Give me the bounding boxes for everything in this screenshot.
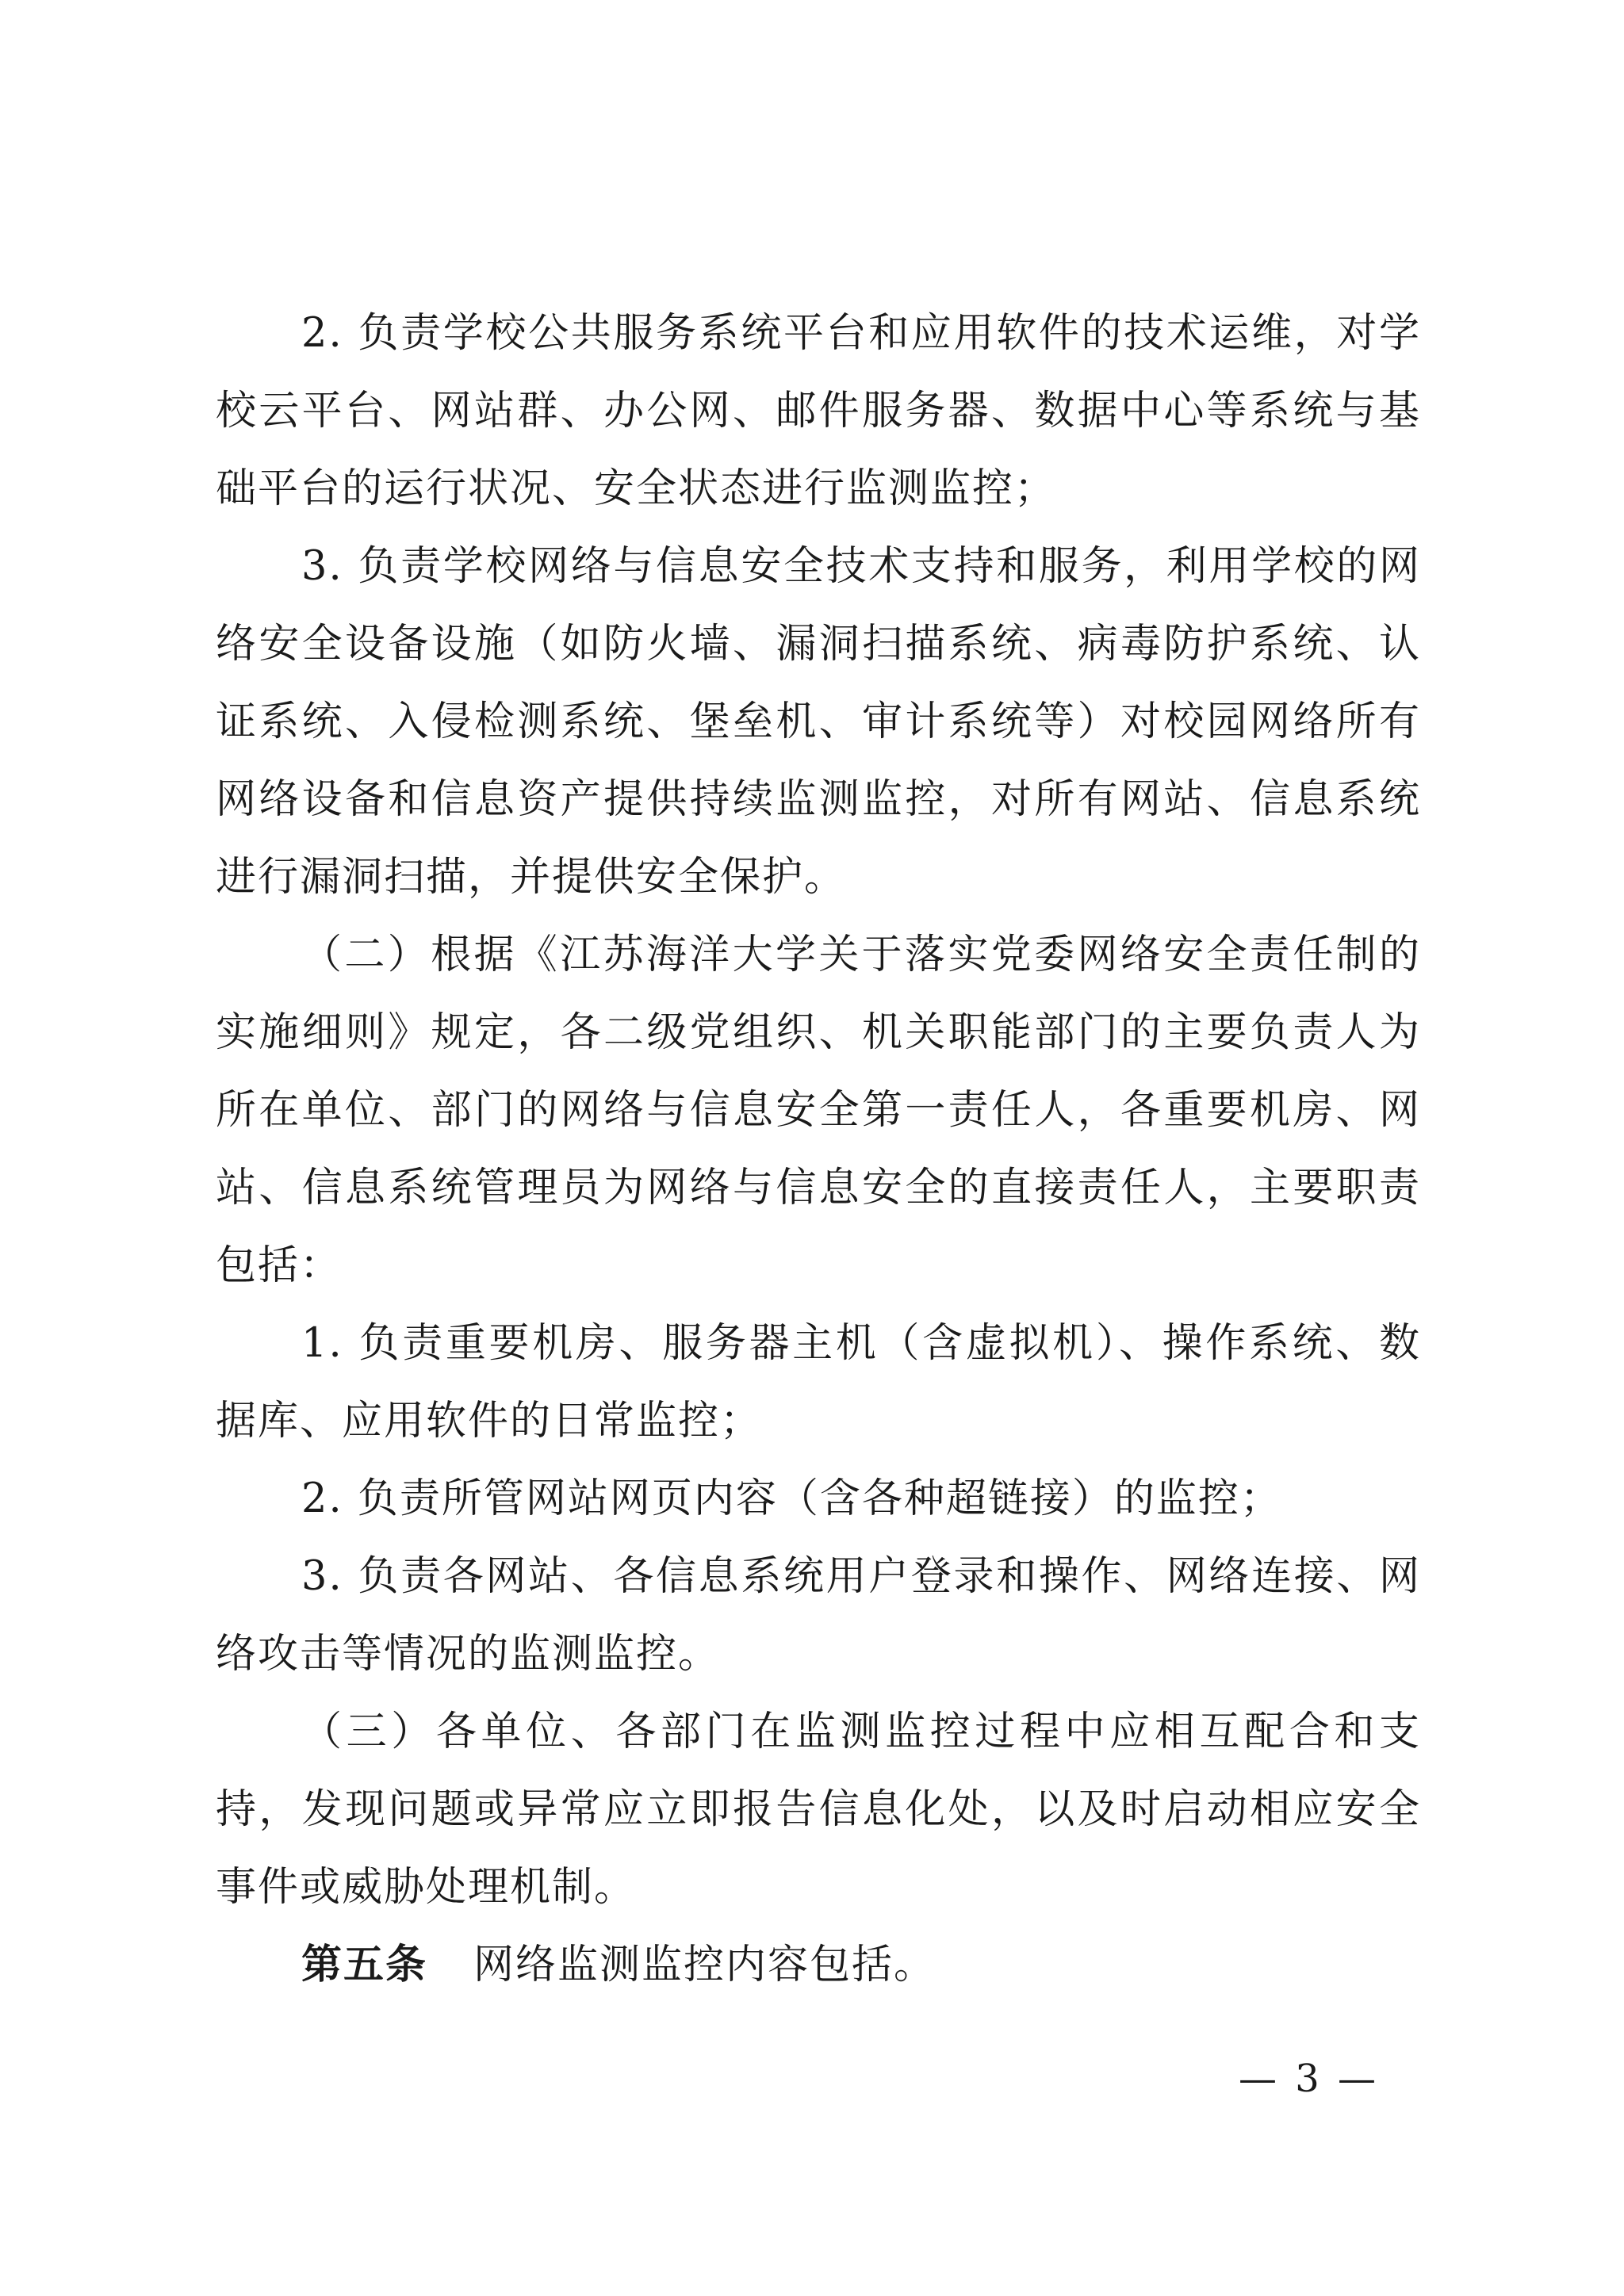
article-five xyxy=(216,1927,1421,2004)
paragraph-subitem-1: 1. 负责重要机房、服务器主机（含虚拟机）、操作系统、数据库、应用软件的日常监控； xyxy=(216,1320,1421,1445)
paragraph-item-3-security: 3. 负责学校网络与信息安全技术支持和服务，利用学校的网络安全设备设施（如防火墙、漏洞扫描系统、病毒防护系统、认证系统、入侵检测系统、堡垒机、审计系统等）对校园网络所有网络设备和信息资产提供持续监测监控，对所有网站、信息系统进行漏洞扫描，并提供安全保护。 xyxy=(216,543,1421,901)
paragraph-subitem-2: 2. 负责所管网站网页内容（含各种超链接）的监控； xyxy=(301,1475,1282,1522)
paragraph-subitem-3: 3. 负责各网站、各信息系统用户登录和操作、网络连接、网络攻击等情况的监测监控。 xyxy=(216,1553,1421,1678)
article-label: 第五条 xyxy=(301,1942,428,1988)
paragraph-item-2-ops: 2. 负责学校公共服务系统平台和应用软件的技术运维，对学校云平台、网站群、办公网、邮件服务器、数据中心等系统与基础平台的运行状况、安全状态进行监测监控； xyxy=(216,310,1421,512)
article-text: 网络监测监控内容包括。 xyxy=(473,1942,936,1988)
document-body xyxy=(216,295,1421,2004)
page-number: — 3 — xyxy=(1239,2057,1380,2101)
paragraph-section-two: （二）根据《江苏海洋大学关于落实党委网络安全责任制的实施细则》规定，各二级党组织、机关职能部门的主要负责人为所在单位、部门的网络与信息安全第一责任人，各重要机房、网站、信息系统管理员为网络与信息安全的直接责任人，主要职责包括： xyxy=(216,932,1421,1289)
paragraph-section-three: （三）各单位、各部门在监测监控过程中应相互配合和支持，发现问题或异常应立即报告信息化处，以及时启动相应安全事件或威胁处理机制。 xyxy=(216,1709,1421,1911)
